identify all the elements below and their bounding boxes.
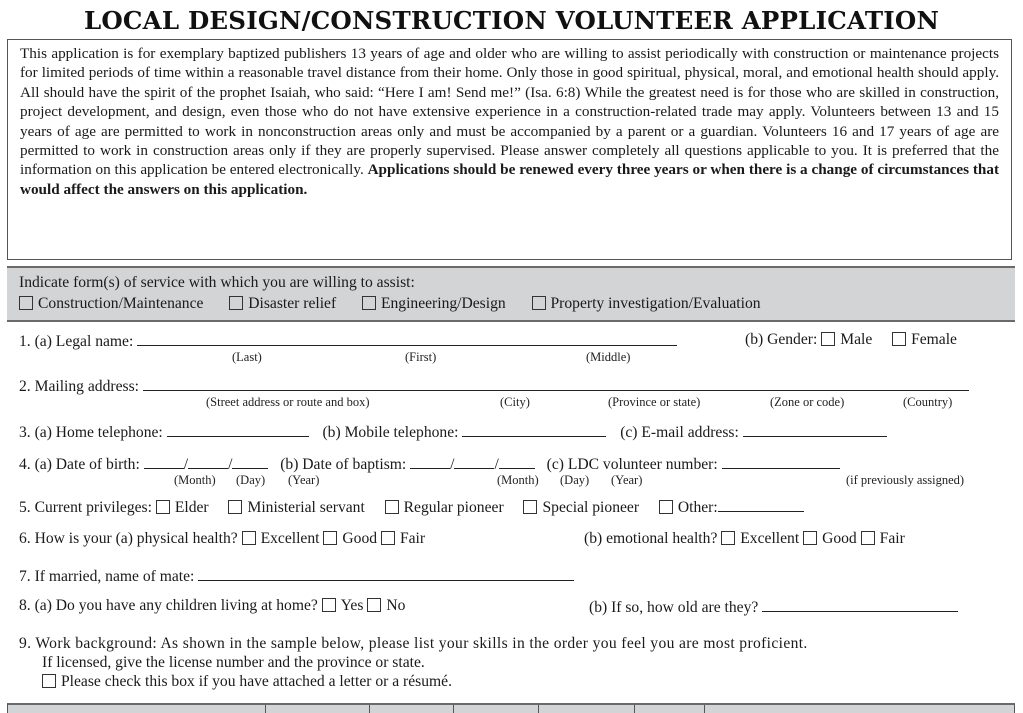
- checkbox-property-investigation[interactable]: [532, 296, 546, 310]
- sublabel-year: (Year): [611, 473, 643, 487]
- license-text: If licensed, give the license number and the province or state.: [42, 654, 425, 671]
- q6b-group: [584, 530, 905, 548]
- intro-box: [7, 39, 1012, 260]
- q8-row: [19, 597, 405, 615]
- children-label: 8. (a) Do you have any children living at home?: [19, 597, 318, 614]
- q3-row: [19, 422, 887, 442]
- sublabel-last: (Last): [232, 350, 262, 364]
- gender-group: [745, 331, 957, 349]
- attachment-row: [19, 672, 808, 691]
- service-option-label: Disaster relief: [248, 295, 337, 312]
- checkbox-emotional-good[interactable]: [803, 531, 817, 545]
- sublabel-first: (First): [405, 350, 437, 364]
- q4-row: [19, 454, 840, 474]
- sublabel-street: (Street address or route and box): [206, 395, 370, 409]
- sublabel-day: (Day): [236, 473, 266, 487]
- checkbox-engineering[interactable]: [362, 296, 376, 310]
- attachment-label: Please check this box if you have attached a letter or a résumé.: [61, 673, 452, 690]
- checkbox-ministerial-servant[interactable]: [228, 500, 242, 514]
- service-section: [7, 266, 1015, 322]
- baptism-label: (b) Date of baptism:: [280, 456, 407, 473]
- email-label: (c) E-mail address:: [620, 424, 739, 441]
- form-title: LOCAL DESIGN/CONSTRUCTION VOLUNTEER APPLICATION: [83, 6, 940, 35]
- work-background-text: 9. Work background: As shown in the sample below, please list your skills in the order you feel you are most proficient.: [19, 635, 808, 652]
- checkbox-emotional-excellent[interactable]: [721, 531, 735, 545]
- table-column-divider: [453, 705, 454, 713]
- baptism-day-field[interactable]: [454, 454, 494, 469]
- ldc-number-field[interactable]: [722, 454, 840, 469]
- sublabel-country: (Country): [903, 395, 953, 409]
- mate-name-label: 7. If married, name of mate:: [19, 568, 195, 585]
- mobile-phone-field[interactable]: [462, 422, 606, 437]
- service-options: [19, 293, 1003, 314]
- service-prompt: Indicate form(s) of service with which you are willing to assist:: [19, 274, 415, 291]
- children-ages-field[interactable]: [762, 597, 958, 612]
- checkbox-emotional-fair[interactable]: [861, 531, 875, 545]
- privilege-sp-label: Special pioneer: [542, 499, 640, 516]
- dob-month-field[interactable]: [144, 454, 184, 469]
- table-column-divider: [704, 705, 705, 713]
- q7-row: [19, 566, 574, 586]
- sublabel-province: (Province or state): [608, 395, 701, 409]
- checkbox-attachment[interactable]: [42, 674, 56, 688]
- privilege-ms-label: Ministerial servant: [247, 499, 365, 516]
- intro-bold-text: Applications should be renewed every three years or when there is a change of circumstances that would affect the answers on this application.: [20, 161, 999, 198]
- sublabel-month: (Month): [497, 473, 539, 487]
- ldc-number-label: (c) LDC volunteer number:: [546, 456, 718, 473]
- sublabel-middle: (Middle): [586, 350, 631, 364]
- checkbox-disaster-relief[interactable]: [229, 296, 243, 310]
- dob-label: 4. (a) Date of birth:: [19, 456, 140, 473]
- checkbox-children-no[interactable]: [367, 598, 381, 612]
- checkbox-regular-pioneer[interactable]: [385, 500, 399, 514]
- table-column-divider: [538, 705, 539, 713]
- table-column-divider: [634, 705, 635, 713]
- q9-block: [19, 634, 808, 691]
- table-column-divider: [369, 705, 370, 713]
- gender-female-label: Female: [911, 331, 957, 348]
- q1-row: [19, 331, 677, 351]
- baptism-year-field[interactable]: [499, 454, 535, 469]
- option-label: Excellent: [260, 530, 320, 547]
- checkbox-physical-fair[interactable]: [381, 531, 395, 545]
- service-option-label: Engineering/Design: [380, 295, 506, 312]
- dob-day-field[interactable]: [188, 454, 228, 469]
- option-label: Yes: [340, 597, 364, 614]
- table-column-divider: [265, 705, 266, 713]
- sublabel-month: (Month): [174, 473, 216, 487]
- option-label: Excellent: [740, 530, 800, 547]
- work-background-table-header: [7, 703, 1015, 713]
- checkbox-physical-excellent[interactable]: [242, 531, 256, 545]
- checkbox-special-pioneer[interactable]: [523, 500, 537, 514]
- q5-row: [19, 497, 804, 517]
- option-label: Good: [822, 530, 857, 547]
- gender-label: (b) Gender:: [745, 331, 818, 348]
- checkbox-children-yes[interactable]: [322, 598, 336, 612]
- sublabel-ldc: (if previously assigned): [846, 473, 965, 487]
- checkbox-elder[interactable]: [156, 500, 170, 514]
- checkbox-male[interactable]: [821, 332, 835, 346]
- q6-row: [19, 530, 425, 548]
- date-separator: /: [494, 456, 499, 473]
- mailing-address-field[interactable]: [143, 376, 969, 391]
- sublabel-city: (City): [500, 395, 530, 409]
- baptism-month-field[interactable]: [410, 454, 450, 469]
- privilege-rp-label: Regular pioneer: [403, 499, 504, 516]
- privileges-label: 5. Current privileges:: [19, 499, 152, 516]
- privilege-other-label: Other:: [677, 499, 718, 516]
- option-label: Good: [342, 530, 378, 547]
- other-privilege-field[interactable]: [718, 497, 804, 512]
- q8b-group: [589, 597, 958, 617]
- date-separator: /: [450, 456, 455, 473]
- legal-name-field[interactable]: [137, 331, 677, 346]
- sublabel-zone: (Zone or code): [770, 395, 845, 409]
- mailing-address-label: 2. Mailing address:: [19, 378, 139, 395]
- service-option-label: Construction/Maintenance: [38, 295, 204, 312]
- dob-year-field[interactable]: [232, 454, 268, 469]
- physical-health-label: 6. How is your (a) physical health?: [19, 530, 238, 547]
- legal-name-label: 1. (a) Legal name:: [19, 333, 134, 350]
- checkbox-other[interactable]: [659, 500, 673, 514]
- sublabel-day: (Day): [560, 473, 590, 487]
- checkbox-female[interactable]: [892, 332, 906, 346]
- option-label: Fair: [879, 530, 905, 547]
- option-label: No: [386, 597, 406, 614]
- q2-row: [19, 376, 969, 396]
- intro-text: This application is for exemplary baptized publishers 13 years of age and older who are willing to assist periodically with construction or maintenance projects for limited periods of time within a reasonable travel distance from their home. Only those in good spiritual, physical, moral, and emotional health should apply. All should have the spirit of the prophet Isaiah, who said: “Here I am! Send me!” (Isa. 6:8) While the greatest need is for those who are skilled in construction, project development, and design, even those who do not have extensive experience in a construction-related trade may apply. Volunteers between 13 and 15 years of age are permitted to work in nonconstruction areas only and must be accompanied by a parent or a guardian. Volunteers 16 and 17 years of age are permitted to work in construction areas only if they are properly supervised. Please answer completely all questions applicable to you. It is preferred that the information on this application be entered electronically.: [20, 45, 999, 179]
- mate-name-field[interactable]: [198, 566, 574, 581]
- emotional-health-label: (b) emotional health?: [584, 530, 718, 547]
- home-phone-field[interactable]: [167, 422, 309, 437]
- checkbox-physical-good[interactable]: [323, 531, 337, 545]
- home-phone-label: 3. (a) Home telephone:: [19, 424, 163, 441]
- date-separator: /: [228, 456, 233, 473]
- mobile-phone-label: (b) Mobile telephone:: [322, 424, 459, 441]
- privilege-elder-label: Elder: [174, 499, 209, 516]
- email-field[interactable]: [743, 422, 887, 437]
- option-label: Fair: [399, 530, 426, 547]
- checkbox-construction[interactable]: [19, 296, 33, 310]
- service-option-label: Property investigation/Evaluation: [550, 295, 761, 312]
- date-separator: /: [183, 456, 189, 473]
- gender-male-label: Male: [840, 331, 873, 348]
- sublabel-year: (Year): [288, 473, 320, 487]
- children-ages-label: (b) If so, how old are they?: [589, 599, 759, 616]
